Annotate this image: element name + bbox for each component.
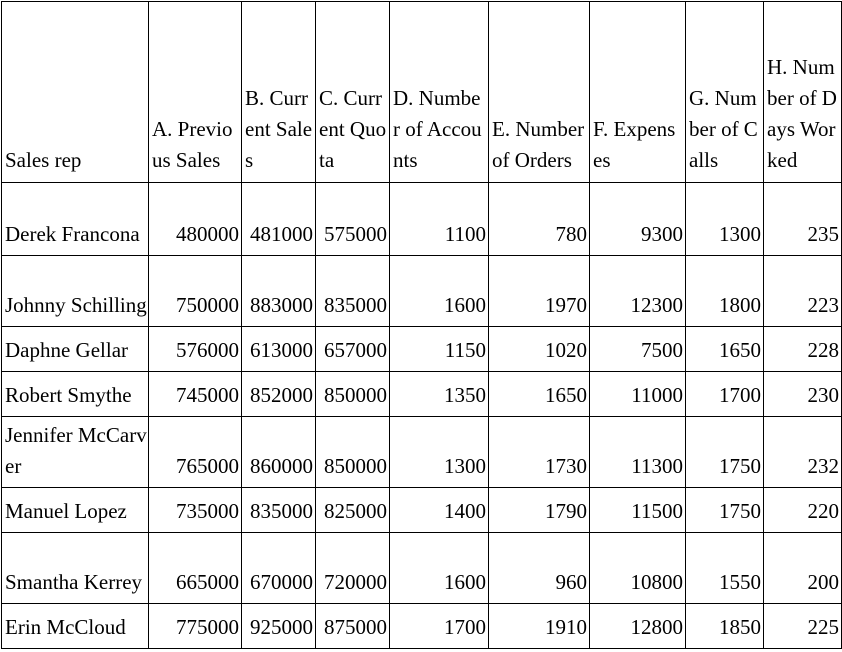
cell-current-quota: 875000 [316,604,390,649]
cell-current-quota: 835000 [316,256,390,327]
header-current-sales: B. Current Sales [242,2,316,183]
cell-number-of-orders: 1970 [489,256,590,327]
cell-current-quota: 850000 [316,417,390,488]
cell-days-worked: 235 [764,183,842,256]
cell-number-of-orders: 1730 [489,417,590,488]
cell-expenses: 10800 [590,533,686,604]
cell-previous-sales: 480000 [149,183,242,256]
cell-expenses: 11000 [590,372,686,417]
cell-number-of-accounts: 1100 [390,183,489,256]
cell-sales-rep: Daphne Gellar [2,327,149,372]
cell-days-worked: 230 [764,372,842,417]
cell-current-quota: 720000 [316,533,390,604]
cell-number-of-orders: 1020 [489,327,590,372]
header-number-of-calls: G. Number of Calls [686,2,764,183]
cell-number-of-accounts: 1150 [390,327,489,372]
cell-number-of-calls: 1750 [686,417,764,488]
cell-previous-sales: 750000 [149,256,242,327]
cell-sales-rep: Derek Francona [2,183,149,256]
sales-table [1,1,842,649]
cell-previous-sales: 665000 [149,533,242,604]
table-row [2,533,842,604]
cell-previous-sales: 576000 [149,327,242,372]
cell-current-sales: 670000 [242,533,316,604]
cell-days-worked: 228 [764,327,842,372]
cell-previous-sales: 735000 [149,488,242,533]
cell-sales-rep: Erin McCloud [2,604,149,649]
cell-number-of-orders: 1910 [489,604,590,649]
table-row [2,183,842,256]
header-days-worked: H. Number of Days Worked [764,2,842,183]
table-row [2,256,842,327]
cell-current-quota: 575000 [316,183,390,256]
cell-current-sales: 852000 [242,372,316,417]
cell-sales-rep: Manuel Lopez [2,488,149,533]
header-row [2,2,842,183]
cell-days-worked: 223 [764,256,842,327]
cell-current-quota: 850000 [316,372,390,417]
cell-current-sales: 613000 [242,327,316,372]
cell-expenses: 12300 [590,256,686,327]
cell-current-quota: 657000 [316,327,390,372]
cell-number-of-orders: 960 [489,533,590,604]
cell-previous-sales: 775000 [149,604,242,649]
cell-sales-rep: Smantha Kerrey [2,533,149,604]
cell-number-of-calls: 1550 [686,533,764,604]
cell-days-worked: 220 [764,488,842,533]
cell-current-sales: 481000 [242,183,316,256]
table-row [2,372,842,417]
cell-number-of-orders: 780 [489,183,590,256]
cell-number-of-accounts: 1600 [390,533,489,604]
cell-current-quota: 825000 [316,488,390,533]
header-sales-rep: Sales rep [2,2,149,183]
cell-current-sales: 860000 [242,417,316,488]
cell-number-of-accounts: 1600 [390,256,489,327]
cell-current-sales: 925000 [242,604,316,649]
cell-days-worked: 225 [764,604,842,649]
cell-previous-sales: 765000 [149,417,242,488]
cell-number-of-accounts: 1350 [390,372,489,417]
header-previous-sales: A. Previous Sales [149,2,242,183]
cell-number-of-calls: 1650 [686,327,764,372]
header-current-quota: C. Current Quota [316,2,390,183]
cell-previous-sales: 745000 [149,372,242,417]
table-row [2,417,842,488]
cell-expenses: 11500 [590,488,686,533]
cell-number-of-orders: 1790 [489,488,590,533]
cell-number-of-accounts: 1700 [390,604,489,649]
cell-current-sales: 835000 [242,488,316,533]
cell-sales-rep: Robert Smythe [2,372,149,417]
cell-number-of-calls: 1750 [686,488,764,533]
cell-number-of-calls: 1800 [686,256,764,327]
table-row [2,488,842,533]
cell-number-of-accounts: 1400 [390,488,489,533]
cell-expenses: 9300 [590,183,686,256]
cell-sales-rep: Jennifer McCarver [2,417,149,488]
header-expenses: F. Expenses [590,2,686,183]
cell-number-of-calls: 1300 [686,183,764,256]
cell-sales-rep: Johnny Schilling [2,256,149,327]
cell-number-of-calls: 1700 [686,372,764,417]
cell-number-of-accounts: 1300 [390,417,489,488]
table-row [2,604,842,649]
header-number-of-accounts: D. Number of Accounts [390,2,489,183]
header-number-of-orders: E. Number of Orders [489,2,590,183]
cell-expenses: 12800 [590,604,686,649]
cell-expenses: 7500 [590,327,686,372]
cell-current-sales: 883000 [242,256,316,327]
cell-days-worked: 200 [764,533,842,604]
cell-number-of-calls: 1850 [686,604,764,649]
cell-number-of-orders: 1650 [489,372,590,417]
table-row [2,327,842,372]
cell-days-worked: 232 [764,417,842,488]
cell-expenses: 11300 [590,417,686,488]
